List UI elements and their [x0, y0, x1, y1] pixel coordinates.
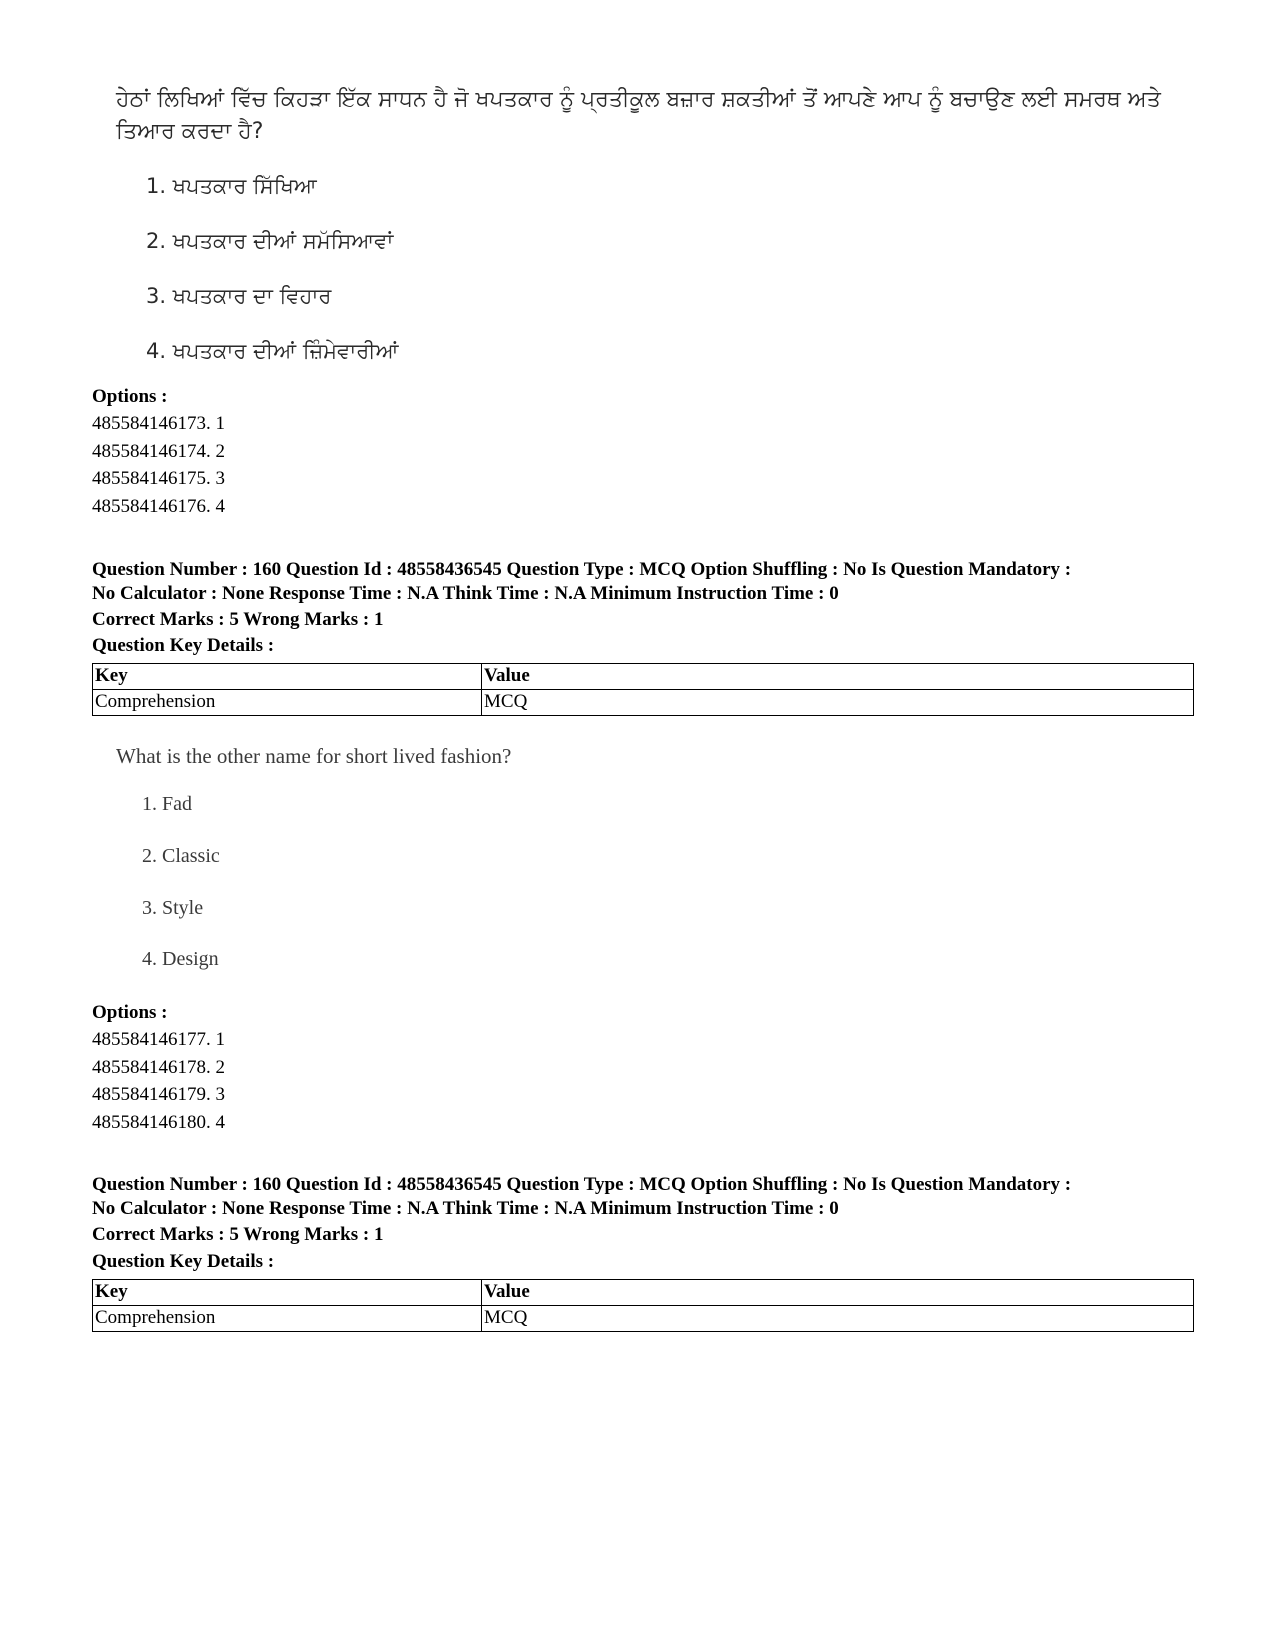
table-header-row: [93, 1280, 1194, 1306]
header-key: Key: [93, 1280, 482, 1306]
meta-line-2: No Calculator : None Response Time : N.A Think Time : N.A Minimum Instruction Time : 0: [92, 1198, 839, 1219]
header-value: Value: [482, 664, 1194, 690]
option-line: 485584146175. 3: [92, 468, 225, 489]
marks-line: Correct Marks : 5 Wrong Marks : 1: [92, 609, 384, 630]
key-details-label: Question Key Details :: [92, 1251, 275, 1272]
choice-3: 3. ਖਪਤਕਾਰ ਦਾ ਵਿਹਾਰ: [146, 284, 332, 308]
choice-4: 4. ਖਪਤਕਾਰ ਦੀਆਂ ਜ਼ਿੰਮੇਵਾਰੀਆਂ: [146, 339, 399, 363]
option-line: 485584146178. 2: [92, 1057, 225, 1078]
question-meta: [92, 558, 1202, 606]
key-details-table: [92, 1279, 1194, 1332]
option-line: 485584146180. 4: [92, 1112, 225, 1133]
meta-line-1: Question Number : 160 Question Id : 48558436545 Question Type : MCQ Option Shuffling : No Is Question Mandatory :: [92, 1174, 1072, 1195]
question-stem: What is the other name for short lived fashion?: [116, 744, 512, 768]
table-row: [93, 690, 1194, 716]
table-header-row: [93, 664, 1194, 690]
cell-value: MCQ: [482, 1306, 1194, 1332]
options-label: Options :: [92, 1002, 168, 1023]
header-value: Value: [482, 1280, 1194, 1306]
choice-2: 2. ਖਪਤਕਾਰ ਦੀਆਂ ਸਮੱਸਿਆਵਾਂ: [146, 229, 394, 253]
marks-line: Correct Marks : 5 Wrong Marks : 1: [92, 1224, 384, 1245]
meta-line-1: Question Number : 160 Question Id : 48558436545 Question Type : MCQ Option Shuffling : No Is Question Mandatory :: [92, 559, 1072, 580]
key-details-label: Question Key Details :: [92, 635, 275, 656]
table-row: [93, 1306, 1194, 1332]
choice-1: 1. Fad: [142, 793, 192, 815]
question-meta: [92, 1173, 1202, 1221]
question-stem: ਹੇਠਾਂ ਲਿਖਿਆਂ ਵਿੱਚ ਕਿਹੜਾ ਇੱਕ ਸਾਧਨ ਹੈ ਜੋ ਖਪਤਕਾਰ ਨੂੰ ਪ੍ਰਤੀਕੂਲ ਬਜ਼ਾਰ ਸ਼ਕਤੀਆਂ ਤੋਂ ਆਪਣੇ ਆਪ ਨੂੰ ਬਚਾਉਣ ਲਈ ਸਮਰਥ ਅਤੇ ਤਿਆਰ ਕਰਦਾ ਹੈ?: [116, 87, 1161, 144]
choice-3: 3. Style: [142, 897, 204, 919]
header-key: Key: [93, 664, 482, 690]
option-line: 485584146177. 1: [92, 1029, 225, 1050]
key-details-table: [92, 663, 1194, 716]
option-line: 485584146179. 3: [92, 1084, 225, 1105]
option-line: 485584146173. 1: [92, 413, 225, 434]
choice-2: 2. Classic: [142, 845, 220, 867]
meta-line-2: No Calculator : None Response Time : N.A Think Time : N.A Minimum Instruction Time : 0: [92, 583, 839, 604]
english-question-image: [116, 740, 1166, 970]
punjabi-question-image: [116, 84, 1166, 363]
cell-key: Comprehension: [93, 690, 482, 716]
options-label: Options :: [92, 386, 168, 407]
option-line: 485584146174. 2: [92, 441, 225, 462]
cell-value: MCQ: [482, 690, 1194, 716]
option-line: 485584146176. 4: [92, 496, 225, 517]
choice-4: 4. Design: [142, 948, 219, 970]
cell-key: Comprehension: [93, 1306, 482, 1332]
choice-1: 1. ਖਪਤਕਾਰ ਸਿੱਖਿਆ: [146, 174, 317, 198]
